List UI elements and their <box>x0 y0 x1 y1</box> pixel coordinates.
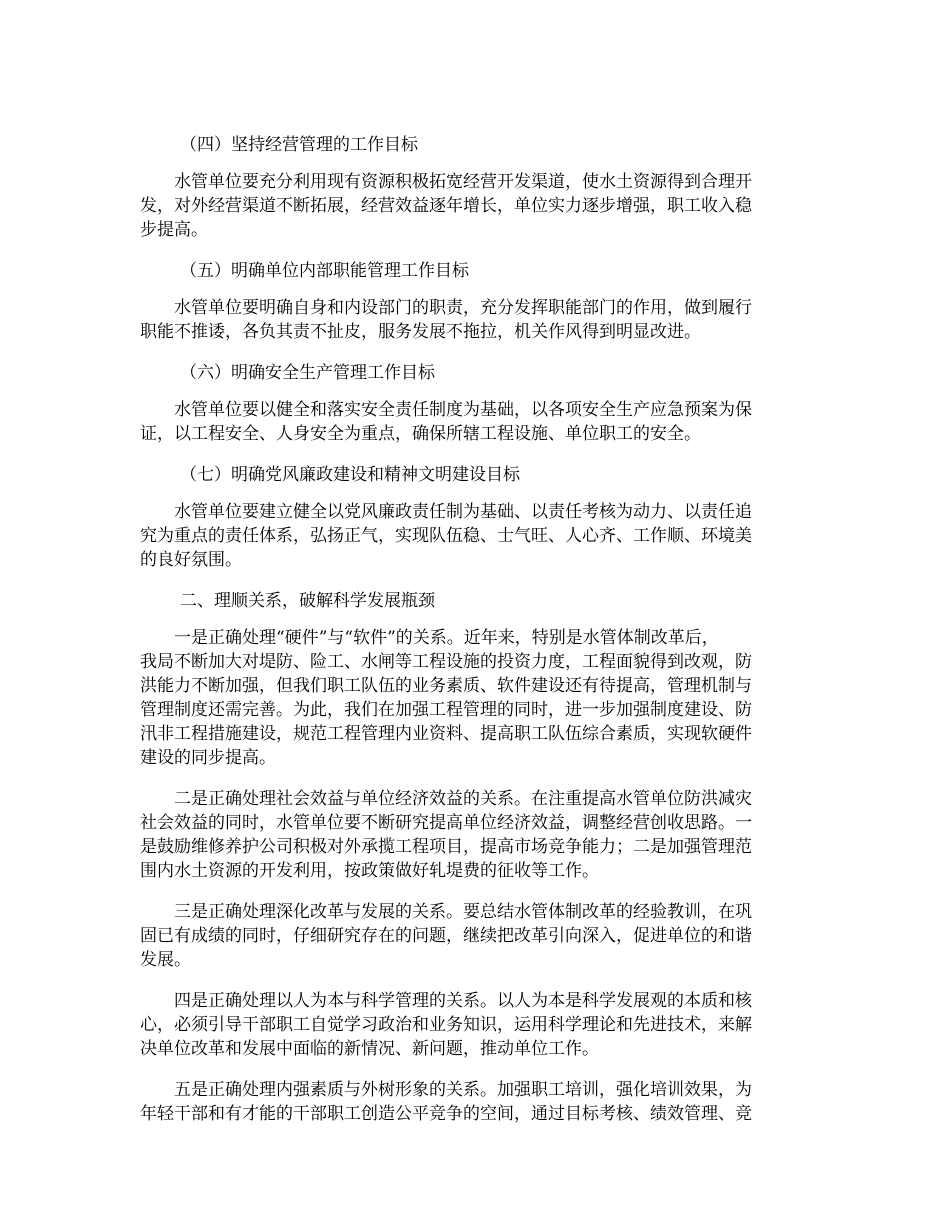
body-paragraph <box>140 500 812 572</box>
paragraph-line: 水管单位要建立健全以党风廉政责任制为基础、以责任考核为动力、以责任追 <box>174 502 752 522</box>
paragraph-line: 固已有成绩的同时，仔细研究存在的问题，继续把改革引向深入，促进单位的和谐 <box>140 926 752 946</box>
paragraph-line: 水管单位要以健全和落实安全责任制度为基础，以各项安全生产应急预案为保 <box>174 400 752 420</box>
paragraph-line: 决单位改革和发展中面临的新情况、新问题，推动单位工作。 <box>140 1039 599 1059</box>
section-heading: 二、理顺关系，破解科学发展瓶颈 <box>180 591 435 611</box>
paragraph-line: 我局不断加大对堤防、险工、水闸等工程设施的投资力度，工程面貌得到改观，防 <box>140 652 752 672</box>
paragraph-line: 围内水土资源的开发利用，按政策做好轧堤费的征收等工作。 <box>140 861 599 881</box>
section-heading: （五）明确单位内部职能管理工作目标 <box>180 261 469 281</box>
section-heading: （六）明确安全生产管理工作目标 <box>180 363 435 383</box>
body-paragraph <box>140 900 812 972</box>
paragraph-line: 二是正确处理社会效益与单位经济效益的关系。在注重提高水管单位防洪减灾 <box>174 789 752 809</box>
paragraph-line: 发，对外经营渠道不断拓展，经营效益逐年增长，单位实力逐步增强，职工收入稳 <box>140 196 752 216</box>
section-heading: （七）明确党风廉政建设和精神文明建设目标 <box>180 465 520 485</box>
body-paragraph <box>140 398 812 446</box>
body-paragraph <box>140 296 812 344</box>
paragraph-line: 五是正确处理内强素质与外树形象的关系。加强职工培训，强化培训效果，为 <box>174 1080 752 1100</box>
body-paragraph <box>140 1078 812 1126</box>
paragraph-line: 证，以工程安全、人身安全为重点，确保所辖工程设施、单位职工的安全。 <box>140 424 701 444</box>
paragraph-line: 水管单位要充分利用现有资源积极拓宽经营开发渠道，使水土资源得到合理开 <box>174 172 752 192</box>
body-paragraph <box>140 626 812 770</box>
body-paragraph <box>140 170 812 242</box>
paragraph-line: 究为重点的责任体系，弘扬正气，实现队伍稳、士气旺、人心齐、工作顺、环境美 <box>140 526 752 546</box>
paragraph-line: 职能不推诿，各负其责不扯皮，服务发展不拖拉，机关作风得到明显改进。 <box>140 322 701 342</box>
paragraph-line: 步提高。 <box>140 220 208 240</box>
paragraph-line: 一是正确处理“硬件”与“软件”的关系。近年来，特别是水管体制改革后， <box>174 628 719 648</box>
document-body <box>140 133 812 1126</box>
paragraph-line: 年轻干部和有才能的干部职工创造公平竞争的空间，通过目标考核、绩效管理、竞 <box>140 1104 752 1124</box>
paragraph-line: 发展。 <box>140 950 191 970</box>
paragraph-line: 管理制度还需完善。为此，我们在加强工程管理的同时，进一步加强制度建设、防 <box>140 700 752 720</box>
paragraph-line: 社会效益的同时，水管单位要不断研究提高单位经济效益，调整经营创收思路。一 <box>140 813 752 833</box>
body-paragraph <box>140 787 812 883</box>
paragraph-line: 的良好氛围。 <box>140 550 242 570</box>
section-heading: （四）坚持经营管理的工作目标 <box>180 135 418 155</box>
paragraph-line: 四是正确处理以人为本与科学管理的关系。以人为本是科学发展观的本质和核 <box>174 991 752 1011</box>
paragraph-line: 建设的同步提高。 <box>140 748 276 768</box>
paragraph-line: 三是正确处理深化改革与发展的关系。要总结水管体制改革的经验教训，在巩 <box>174 902 752 922</box>
paragraph-line: 是鼓励维修养护公司积极对外承揽工程项目，提高市场竞争能力；二是加强管理范 <box>140 837 752 857</box>
paragraph-line: 心，必须引导干部职工自觉学习政治和业务知识，运用科学理论和先进技术，来解 <box>140 1015 752 1035</box>
body-paragraph <box>140 989 812 1061</box>
paragraph-line: 汛非工程措施建设，规范工程管理内业资料、提高职工队伍综合素质，实现软硬件 <box>140 724 752 744</box>
paragraph-line: 水管单位要明确自身和内设部门的职责，充分发挥职能部门的作用，做到履行 <box>174 298 752 318</box>
paragraph-line: 洪能力不断加强，但我们职工队伍的业务素质、软件建设还有待提高，管理机制与 <box>140 676 752 696</box>
